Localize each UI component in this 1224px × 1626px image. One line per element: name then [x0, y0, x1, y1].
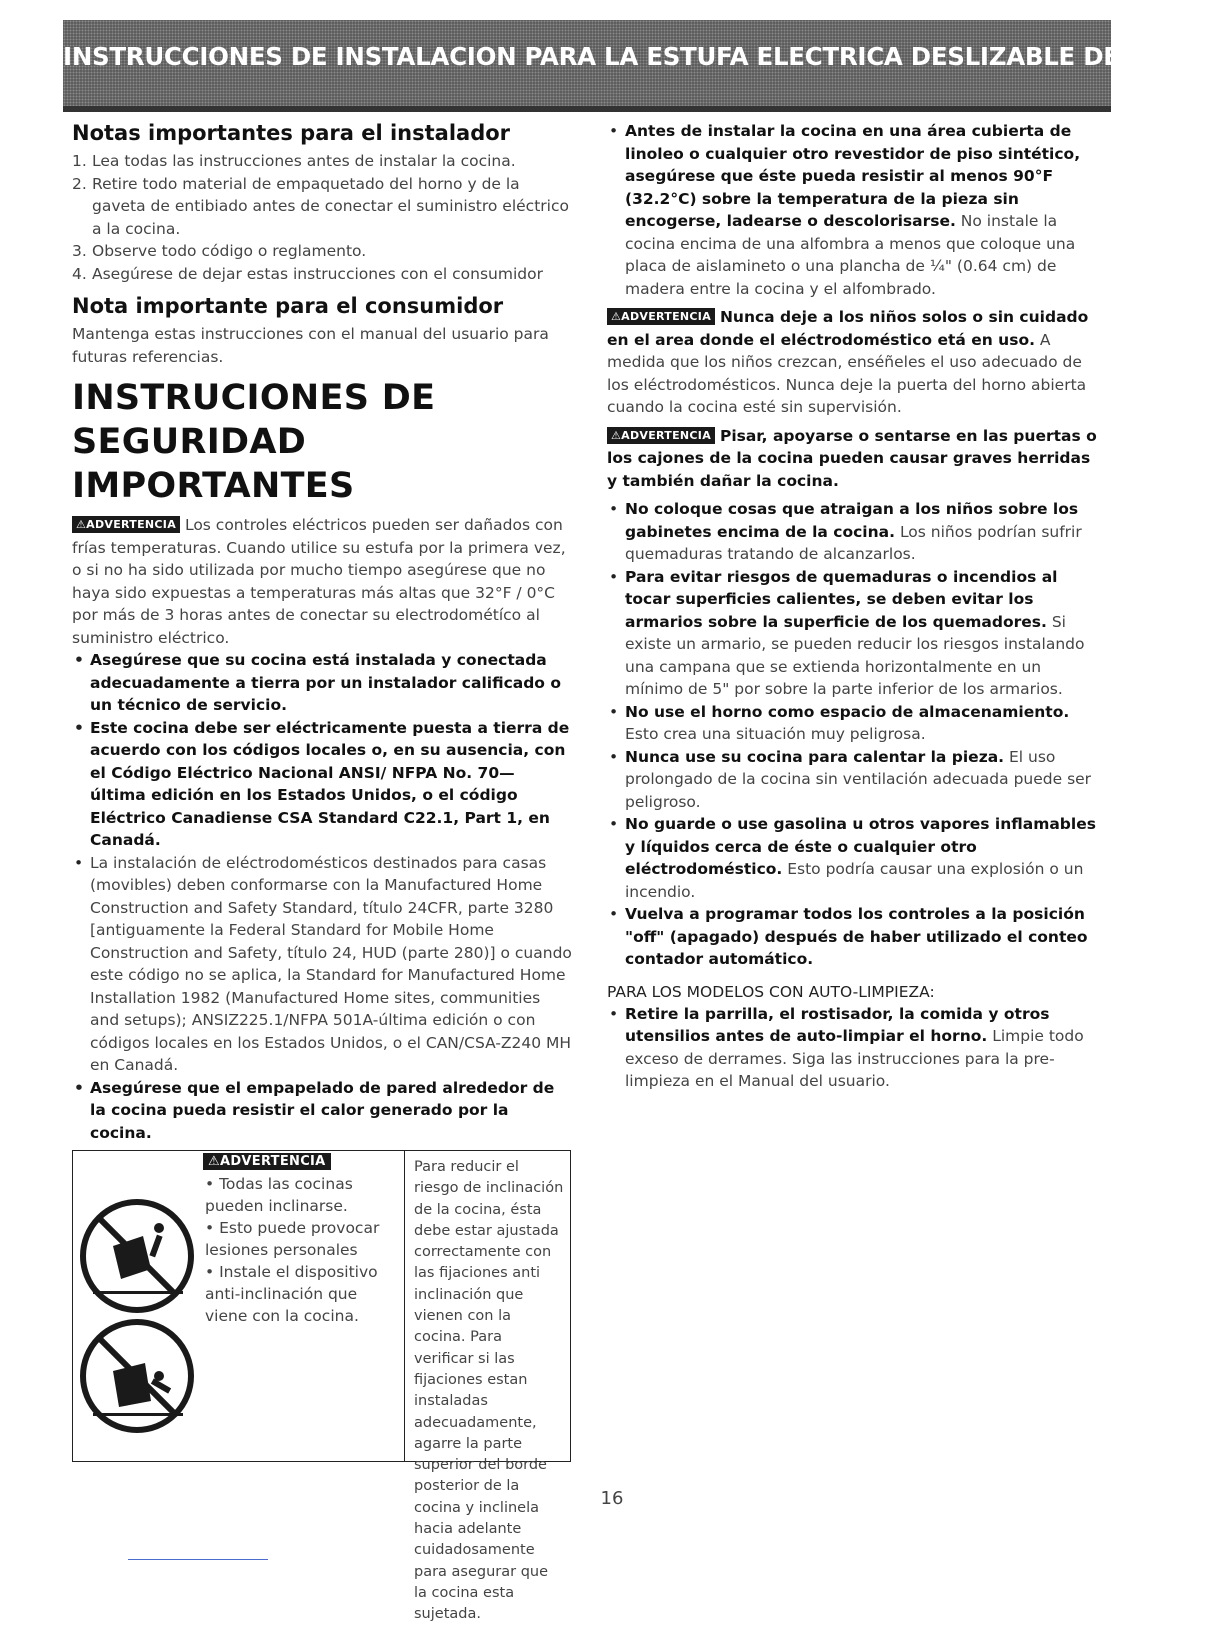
list-number: 2.	[72, 174, 87, 193]
list-number: 1.	[72, 152, 87, 170]
bullet-text: No instale la cocina encima de una alfombra a menos que coloque una placa de aislamineto o una plancha de ¼" (0.64 cm) de madera entre la cocina y el alfombrado.	[625, 212, 1076, 298]
list-text: Observe todo código o reglamento.	[92, 242, 367, 260]
list-item	[607, 813, 1102, 903]
list-text: Asegúrese de dejar estas instrucciones con el consumidor	[92, 264, 543, 283]
list-number: 3.	[72, 242, 87, 260]
tip-over-prohibited-icon	[73, 1151, 201, 1463]
list-item	[607, 566, 1102, 701]
bullet-bold: No guarde o use gasolina u otros vapores inflamables y líquidos cerca de éste o cualquier otro eléctrodoméstico.	[625, 815, 1096, 878]
bullet-bold: Nunca use su cocina para calentar la pieza.	[625, 747, 1005, 766]
warning-text: A medida que los niños crezcan, enséñeles el uso adecuado de los eléctrodomésticos. Nunca deje la puerta del horno abierta cuando la cocina esté sin supervisión.	[607, 330, 1087, 416]
right-column	[607, 120, 1102, 1093]
cold-warning	[72, 514, 572, 649]
list-item	[607, 120, 1102, 300]
bullet-text: Esto podría causar una explosión o un incendio.	[625, 860, 1084, 901]
children-warning	[607, 306, 1102, 419]
page-number: 16	[600, 1488, 624, 1509]
title-banner	[63, 20, 1174, 112]
bullet-bold: Asegúrese que su cocina está instalada y conectada adecuadamente a tierra por un instalador calificado o un técnico de servicio.	[90, 651, 562, 714]
left-column	[72, 120, 572, 1144]
warning-badge: ⚠ADVERTENCIA	[203, 1153, 331, 1170]
safety-bullets	[72, 649, 572, 1144]
warning-bold: Pisar, apoyarse o sentarse en las puertas o los cajones de la cocina pueden causar graves herridas y también dañar la cocina.	[607, 426, 1097, 490]
bullet-bold: Este cocina debe ser eléctricamente puesta a tierra de acuerdo con los códigos locales o, en su ausencia, con el Código Eléctrico Nacional ANSI/ NFPA No. 70— última edición en los Estados Unidos, o el código Eléctrico Canadiense CSA Standard C22.1, Part 1, en Canadá.	[90, 718, 570, 849]
list-item	[72, 852, 572, 1077]
self-clean-bullets	[607, 1003, 1102, 1093]
bullet-text: El uso prolongado de la cocina sin ventilación adecuada puede ser peligroso.	[625, 747, 1092, 811]
list-item	[607, 1003, 1102, 1093]
list-item	[72, 649, 572, 717]
installer-heading: Notas importantes para el instalador	[72, 121, 511, 145]
safety-title-line2: SEGURIDAD IMPORTANTES	[72, 422, 355, 506]
bullet-text: Si existe un armario, se pueden reducir los riesgos instalando una campana que se extienda horizontalmente en un mínimo de 5" por sobre la parte inferior de los armarios.	[625, 612, 1085, 698]
list-item	[72, 150, 572, 173]
list-item	[607, 701, 1102, 746]
cold-warning-text: Los controles eléctricos pueden ser dañados con frías temperaturas. Cuando utilice su estufa por la primera vez, o si no ha sido utilizada por mucho tiempo asegúrese que no haya sido expuestas a temperaturas más altas que 32°F / 0°C por más de 3 horas antes de conectar su electrodométíco al suministro eléctrico.	[72, 516, 566, 647]
safety-title-line1: INSTRUCIONES DE	[72, 378, 436, 418]
tip-over-summary	[201, 1151, 405, 1461]
bullet-bold: Vuelva a programar todos los controles a la posición "off" (apagado) después de haber utilizado el conteo contador automático.	[625, 905, 1088, 968]
safety-title	[72, 376, 572, 508]
consumer-heading: Nota importante para el consumidor	[72, 294, 504, 318]
tip-over-icons	[73, 1151, 201, 1461]
consumer-text: Mantenga estas instrucciones con el manual del usuario para futuras referencias.	[72, 325, 549, 366]
floor-bullet	[607, 120, 1102, 300]
bullet-text: Limpie todo exceso de derrames. Siga las instrucciones para la pre-limpieza en el Manual del usuario.	[625, 1027, 1084, 1090]
list-item: • Todas las cocinas pueden inclinarse.	[205, 1175, 353, 1215]
warning-badge: ⚠ADVERTENCIA	[607, 427, 715, 444]
installer-list	[72, 150, 572, 285]
self-clean-heading: PARA LOS MODELOS CON AUTO-LIMPIEZA:	[607, 982, 935, 1001]
list-item	[72, 240, 572, 263]
list-item	[607, 498, 1102, 566]
warning-badge: ⚠ADVERTENCIA	[72, 516, 180, 533]
warning-bold: Nunca deje a los niños solos o sin cuidado en el area donde el eléctrodoméstico etá en uso.	[607, 308, 1089, 349]
list-item	[607, 903, 1102, 971]
list-item	[72, 717, 572, 852]
bullet-text: Los niños podrían sufrir quemaduras tratando de alcanzarlos.	[625, 522, 1082, 563]
list-item	[72, 1077, 572, 1145]
bullet-bold: Asegúrese que el empapelado de pared alrededor de la cocina pueda resistir el calor generado por la cocina.	[90, 1078, 555, 1142]
bullet-bold: No use el horno como espacio de almacenamiento.	[625, 702, 1070, 721]
bullet-bold: No coloque cosas que atraigan a los niños sobre los gabinetes encima de la cocina.	[625, 500, 1079, 541]
list-item: • Instale el dispositivo anti-inclinación que viene con la cocina.	[205, 1263, 378, 1325]
list-item	[607, 746, 1102, 814]
bullet-text: Esto crea una situación muy peligrosa.	[625, 725, 926, 743]
list-text: Lea todas las instrucciones antes de instalar la cocina.	[92, 152, 516, 170]
list-item	[72, 263, 572, 286]
bullet-text: La instalación de eléctrodomésticos destinados para casas (movibles) deben conformarse con la Manufactured Home Construction and Safety Standard, título 24CFR, parte 3280 [antiguamente la Federal Standard for Mobile Home Construction and Safety, título 24, HUD (parte 280)] o cuando este código no se aplica, la Standard for Manufactured Home Installation 1982 (Manufactured Home sites, communities and setups); ANSIZ225.1/NFPA 501A-última edición o con códigos locales en los Estados Unidos, o el CAN/CSA-Z240 MH en Canadá.	[90, 853, 572, 1074]
list-number: 4.	[72, 264, 87, 283]
door-warning	[607, 425, 1102, 493]
tip-over-warning-box	[72, 1150, 571, 1623]
list-text: Retire todo material de empaquetado del horno y de la gaveta de entibiado antes de conectar el suministro eléctrico a la cocina.	[92, 174, 569, 238]
bullet-bold: Antes de instalar la cocina en una área cubierta de linoleo o cualquier otro revestidor de piso sintético, asegúrese que éste pueda resistir al menos 90°F (32.2°C) sobre la temperatura de la pieza sin encogerse, ladearse o descolorisarse.	[625, 122, 1081, 230]
tip-over-instructions: Para reducir el riesgo de inclinación de la cocina, ésta debe estar ajustada correctamente con las fijaciones anti inclinación que vienen con la cocina. Para verificar si las fijaciones estan instaladas adecuadamente, agarre la parte superior del borde posterior de la cocina y inclinela hacia adelante cuidadosamente para asegurar que la cocina esta sujetada.	[414, 1159, 564, 1623]
warning-badge: ⚠ADVERTENCIA	[607, 308, 715, 325]
right-bullets	[607, 498, 1102, 971]
tip-over-list	[201, 1171, 404, 1327]
list-item: • Esto puede provocar lesiones personales	[205, 1219, 380, 1259]
list-item	[72, 173, 572, 241]
bullet-bold: Para evitar riesgos de quemaduras o incendios al tocar superficies calientes, se deben evitar los armarios sobre la superficie de los quemadores.	[625, 567, 1058, 631]
banner-title: INSTRUCCIONES DE INSTALACION PARA LA ESTUFA ELECTRICA DESLIZABLE DE 30"	[63, 42, 1174, 71]
footer-divider	[128, 1559, 268, 1560]
bullet-bold: Retire la parrilla, el rostisador, la comida y otros utensilios antes de auto-limpiar el horno.	[625, 1004, 1050, 1045]
